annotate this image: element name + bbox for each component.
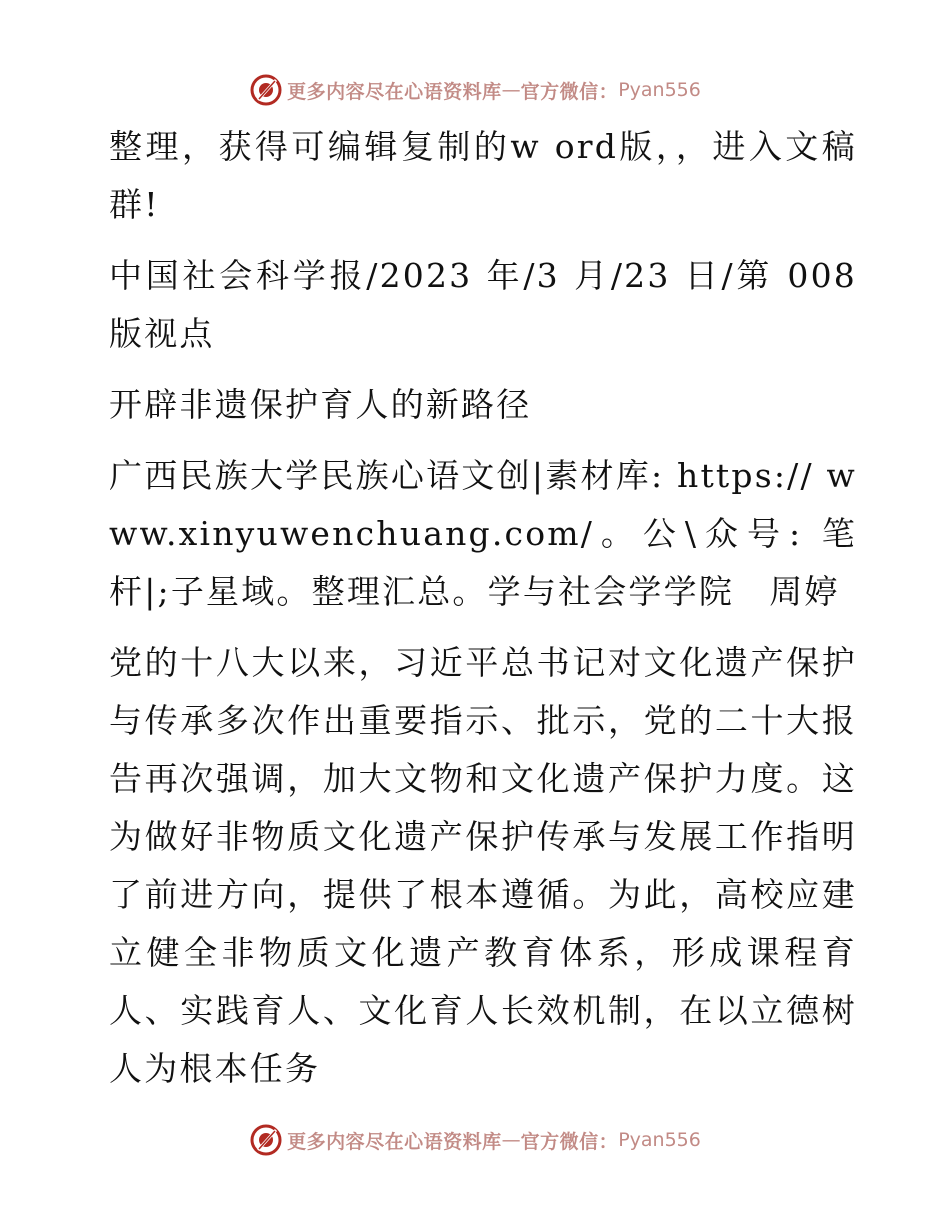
article-title: 开辟非遗保护育人的新路径 (109, 385, 532, 424)
document-body (97, 118, 857, 1098)
footer-watermark (0, 1120, 950, 1160)
banner-title: 更多内容尽在心语资料库 (287, 80, 502, 103)
source-line: 中国社会科学报/2023 年/3 月/23 日/第 008 版视点 (109, 256, 857, 353)
banner-title: 更多内容尽在心语资料库 (287, 1130, 502, 1153)
banner-wechat-label: 官方微信： (520, 1130, 619, 1153)
intro-paragraph: 整理，获得可编辑复制的w ord版，，进入文稿群! (109, 127, 857, 224)
banner-wechat-id: Pyan556 (618, 1129, 701, 1151)
pen-logo-icon (249, 1123, 283, 1157)
banner-dash: — (501, 79, 521, 101)
banner-wechat-label: 官方微信： (520, 80, 619, 103)
author-line: 广西民族大学民族心语文创|素材库: https:// www.xinyuwenchuang.com/。公\众号: 笔杆|;子星域。整理汇总。学与社会学学院 周婷 (109, 456, 857, 611)
pen-logo-icon (249, 73, 283, 107)
banner-dash: — (501, 1129, 521, 1151)
body-paragraph: 党的十八大以来，习近平总书记对文化遗产保护与传承多次作出重要指示、批示，党的二十大报告再次强调，加大文物和文化遗产保护力度。这为做好非物质文化遗产保护传承与发展工作指明了前进方向，提供了根本遵循。为此，高校应建立健全非物质文化遗产教育体系，形成课程育人、实践育人、文化育人长效机制，在以立德树人为根本任务 (109, 643, 857, 1088)
header-watermark (0, 70, 950, 110)
banner-wechat-id: Pyan556 (618, 79, 701, 101)
